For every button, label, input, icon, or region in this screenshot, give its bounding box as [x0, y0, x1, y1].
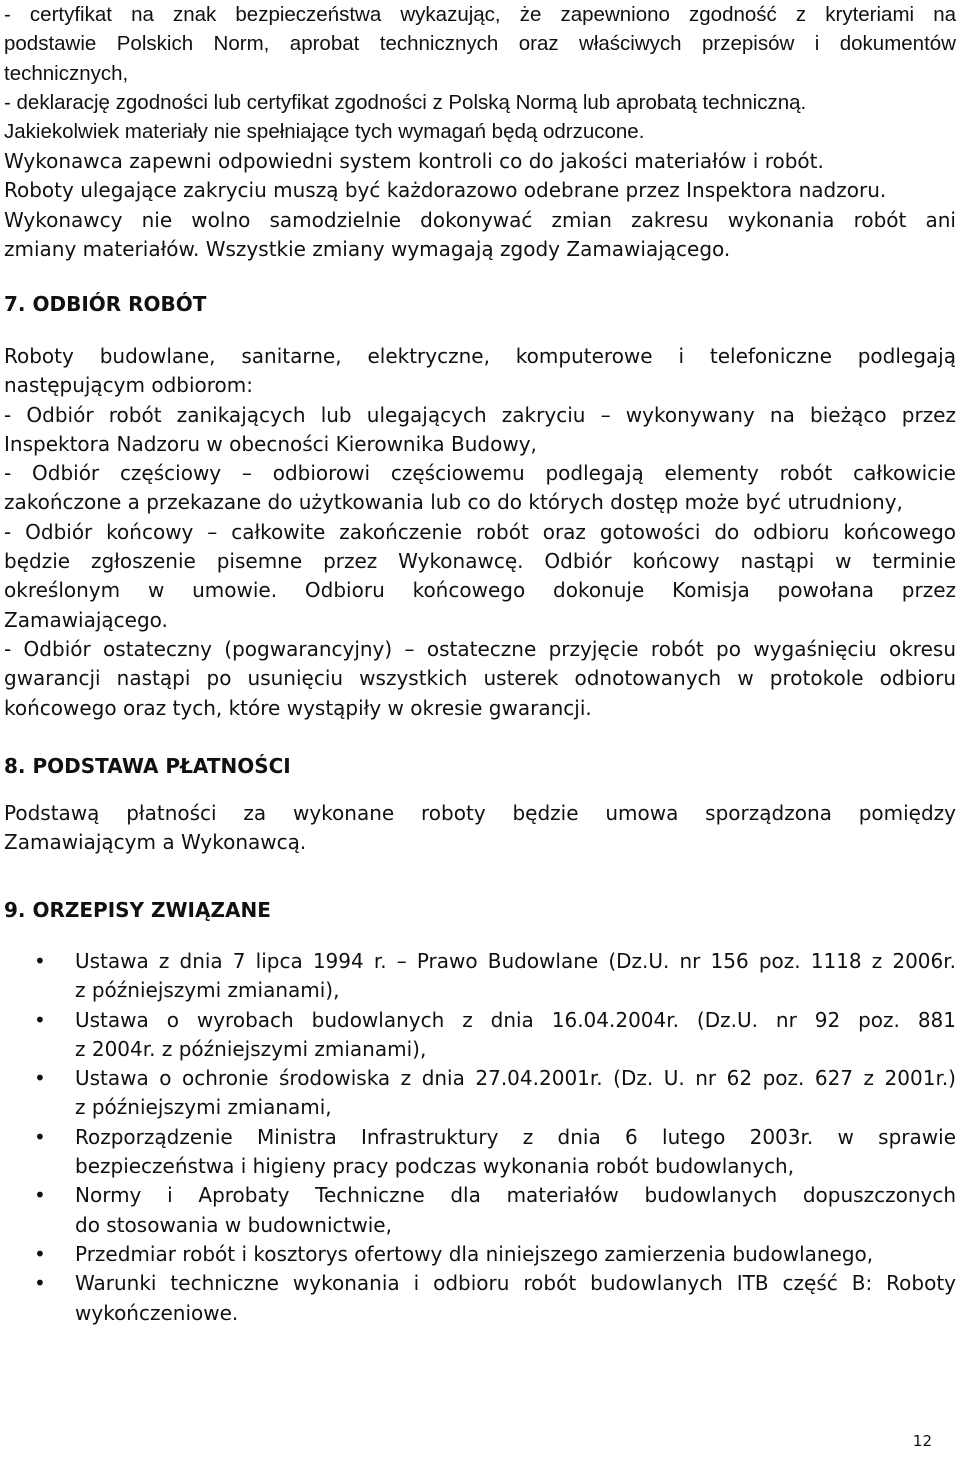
text-line: Zamawiającego. — [4, 607, 168, 632]
text-line: • Przedmiar robót i kosztorys ofertowy dla niniejszego zamierzenia budowlanego, — [75, 1241, 874, 1266]
list-item — [4, 1240, 956, 1269]
text-line: - Odbiór ostateczny (pogwarancyjny) – ostateczne przyjęcie robót po wygaśnięciu okresu — [4, 636, 956, 661]
text-line: • Rozporządzenie Ministra Infrastruktury z dnia 6 lutego 2003r. w sprawie — [75, 1124, 956, 1149]
text-line: - Odbiór robót zanikających lub ulegających zakryciu – wykonywany na bieżąco przez — [4, 402, 956, 427]
text-line: Wykonawca zapewni odpowiedni system kontroli co do jakości materiałów i robót. — [4, 149, 824, 173]
text-line: Jakiekolwiek materiały nie spełniające tych wymagań będą odrzucone. — [4, 120, 645, 144]
section-7 — [4, 290, 956, 723]
text-line: Roboty ulegające zakryciu muszą być każdorazowo odebrane przez Inspektora nadzoru. — [4, 178, 887, 203]
text-line: Inspektora Nadzoru w obecności Kierownika Budowy, — [4, 431, 537, 456]
text-line: z 2004r. z późniejszymi zmianami), — [75, 1036, 427, 1061]
control-paragraph — [4, 147, 956, 264]
text-line: zmiany materiałów. Wszystkie zmiany wymagają zgody Zamawiającego. — [4, 236, 731, 261]
section-heading: 8. PODSTAWA PŁATNOŚCI — [4, 754, 291, 778]
section-heading: 9. ORZEPISY ZWIĄZANE — [4, 898, 271, 922]
text-line: Roboty budowlane, sanitarne, elektryczne, komputerowe i telefoniczne podlegają — [4, 344, 956, 368]
list-item — [4, 1006, 956, 1065]
text-line: następującym odbiorom: — [4, 373, 254, 398]
text-line: • Normy i Aprobaty Techniczne dla materiałów budowlanych dopuszczonych — [75, 1183, 956, 1208]
text-line: - Odbiór częściowy – odbiorowi częściowemu podlegają elementy robót całkowicie — [4, 461, 956, 486]
text-line: Podstawą płatności za wykonane roboty będzie umowa sporządzona pomiędzy — [4, 801, 956, 825]
text-line: wykończeniowe. — [75, 1300, 239, 1325]
section-9 — [4, 896, 956, 1328]
regulations-list — [4, 947, 956, 1328]
text-line: określonym w umowie. Odbioru końcowego dokonuje Komisja powołana przez — [4, 578, 956, 603]
text-line: technicznych, — [4, 61, 129, 85]
list-item — [4, 947, 956, 1006]
text-line: zakończone a przekazane do użytkowania lub co do których dostęp może być utrudniony, — [4, 490, 903, 515]
text-line: - deklarację zgodności lub certyfikat zgodności z Polską Normą lub aprobatą techniczną. — [4, 90, 807, 114]
text-line: - certyfikat na znak bezpieczeństwa wykazując, że zapewniono zgodność z kryteriami na — [4, 3, 956, 26]
text-line: z późniejszymi zmianami), — [75, 978, 340, 1003]
text-line: będzie zgłoszenie pisemne przez Wykonawcę. Odbiór końcowy nastąpi w terminie — [4, 549, 956, 574]
page-number: 12 — [912, 1432, 932, 1450]
text-line: do stosowania w budownictwie, — [75, 1212, 392, 1237]
text-line: bezpieczeństwa i higieny pracy podczas wykonania robót budowlanych, — [75, 1154, 795, 1179]
materials-paragraph — [4, 0, 956, 146]
text-line: • Warunki techniczne wykonania i odbioru robót budowlanych ITB część B: Roboty — [75, 1271, 956, 1296]
text-line: • Ustawa o wyrobach budowlanych z dnia 16.04.2004r. (Dz.U. nr 92 poz. 881 — [75, 1007, 956, 1032]
section-heading: 7. ODBIÓR ROBÓT — [4, 292, 207, 316]
text-line: • Ustawa o ochronie środowiska z dnia 27.04.2001r. (Dz. U. nr 62 poz. 627 z 2001r.) — [75, 1066, 956, 1091]
text-line: podstawie Polskich Norm, aprobat technicznych oraz właściwych przepisów i dokumentów — [4, 32, 956, 56]
list-item — [4, 1123, 956, 1182]
list-item — [4, 1181, 956, 1240]
text-line: z późniejszymi zmianami, — [75, 1095, 332, 1120]
list-item — [4, 1064, 956, 1123]
section-8 — [4, 752, 956, 858]
text-line: końcowego oraz tych, które wystąpiły w okresie gwarancji. — [4, 695, 592, 720]
text-line: Zamawiającym a Wykonawcą. — [4, 830, 307, 855]
text-line: • Ustawa z dnia 7 lipca 1994 r. – Prawo Budowlane (Dz.U. nr 156 poz. 1118 z 2006r. — [75, 949, 956, 973]
text-line: gwarancji nastąpi po usunięciu wszystkich usterek odnotowanych w protokole odbioru — [4, 666, 956, 691]
list-item — [4, 1269, 956, 1328]
text-line: Wykonawcy nie wolno samodzielnie dokonywać zmian zakresu wykonania robót ani — [4, 207, 956, 232]
text-line: - Odbiór końcowy – całkowite zakończenie robót oraz gotowości do odbioru końcowego — [4, 519, 956, 544]
